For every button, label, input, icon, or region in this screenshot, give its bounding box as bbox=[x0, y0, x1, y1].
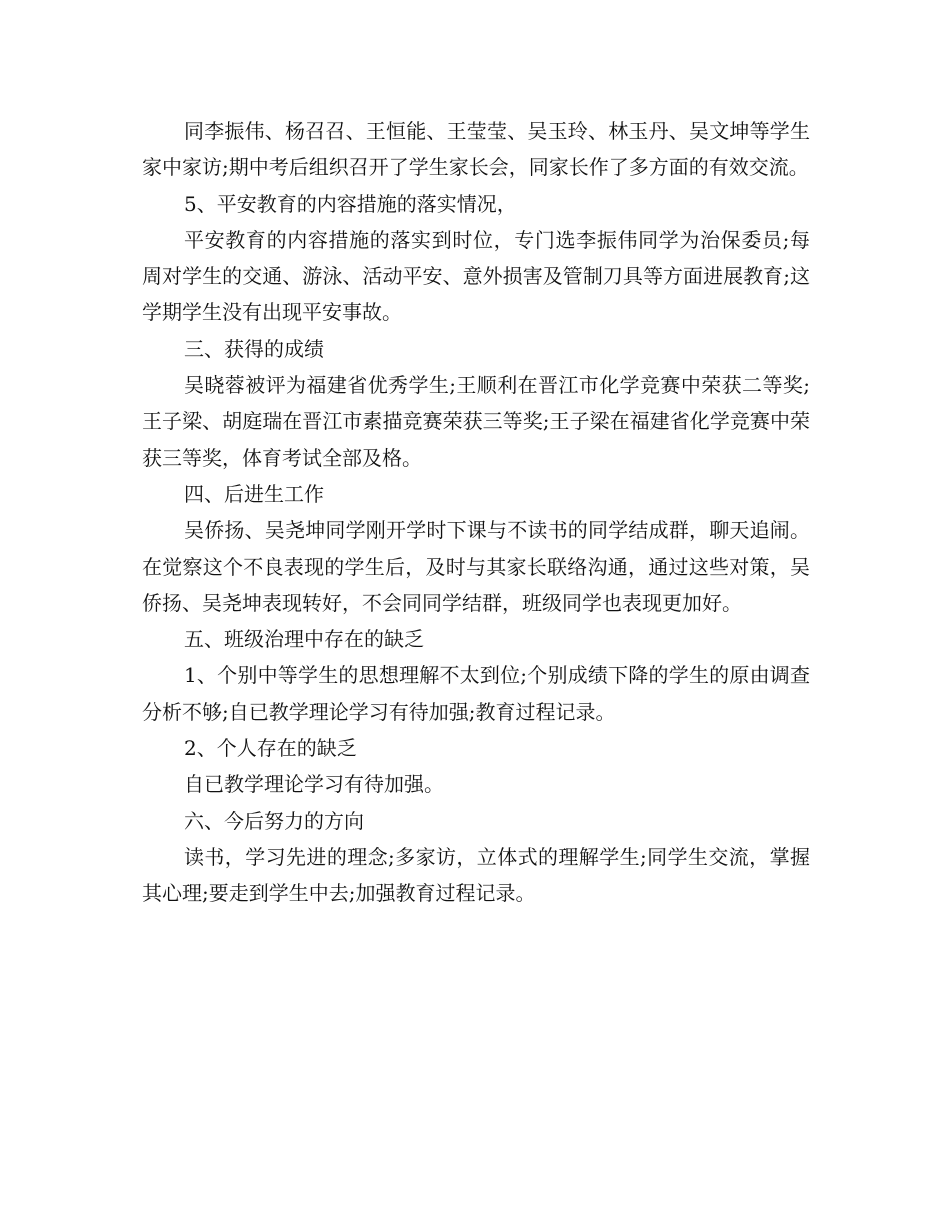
paragraph-achievements: 吴晓蓉被评为福建省优秀学生;王顺利在晋江市化学竞赛中荣获二等奖;王子梁、胡庭瑞在晋江市素描竞赛荣获三等奖;王子梁在福建省化学竞赛中荣获三等奖，体育考试全部及格。 bbox=[142, 373, 810, 470]
document-body bbox=[142, 113, 810, 912]
heading-personal-shortcomings: 2、个人存在的缺乏 bbox=[184, 736, 357, 761]
heading-class-management-shortcomings: 五、班级治理中存在的缺乏 bbox=[184, 627, 424, 652]
heading-achievements: 三、获得的成绩 bbox=[184, 336, 324, 361]
heading-future-direction: 六、今后努力的方向 bbox=[184, 808, 364, 833]
heading-safety-measures: 5、平安教育的内容措施的落实情况， bbox=[184, 191, 517, 216]
heading-struggling-students: 四、后进生工作 bbox=[184, 481, 324, 506]
paragraph-home-visits: 同李振伟、杨召召、王恒能、王莹莹、吴玉玲、林玉丹、吴文坤等学生家中家访;期中考后组织召开了学生家长会，同家长作了多方面的有效交流。 bbox=[142, 119, 810, 180]
paragraph-personal-shortcomings: 自已教学理论学习有待加强。 bbox=[184, 772, 444, 797]
paragraph-struggling-students: 吴侨扬、吴尧坤同学刚开学时下课与不读书的同学结成群，聊天追闹。在觉察这个不良表现的学生后，及时与其家长联络沟通，通过这些对策，吴侨扬、吴尧坤表现转好，不会同同学结群，班级同学也表现更加好。 bbox=[142, 518, 810, 615]
paragraph-class-management-shortcomings: 1、个别中等学生的思想理解不太到位;个别成绩下降的学生的原由调查分析不够;自已教学理论学习有待加强;教育过程记录。 bbox=[142, 663, 810, 724]
paragraph-safety-measures: 平安教育的内容措施的落实到时位，专门选李振伟同学为治保委员;每周对学生的交通、游泳、活动平安、意外损害及管制刀具等方面进展教育;这学期学生没有出现平安事故。 bbox=[142, 227, 810, 325]
paragraph-future-direction: 读书，学习先进的理念;多家访，立体式的理解学生;同学生交流，掌握其心理;要走到学生中去;加强教育过程记录。 bbox=[142, 844, 810, 906]
